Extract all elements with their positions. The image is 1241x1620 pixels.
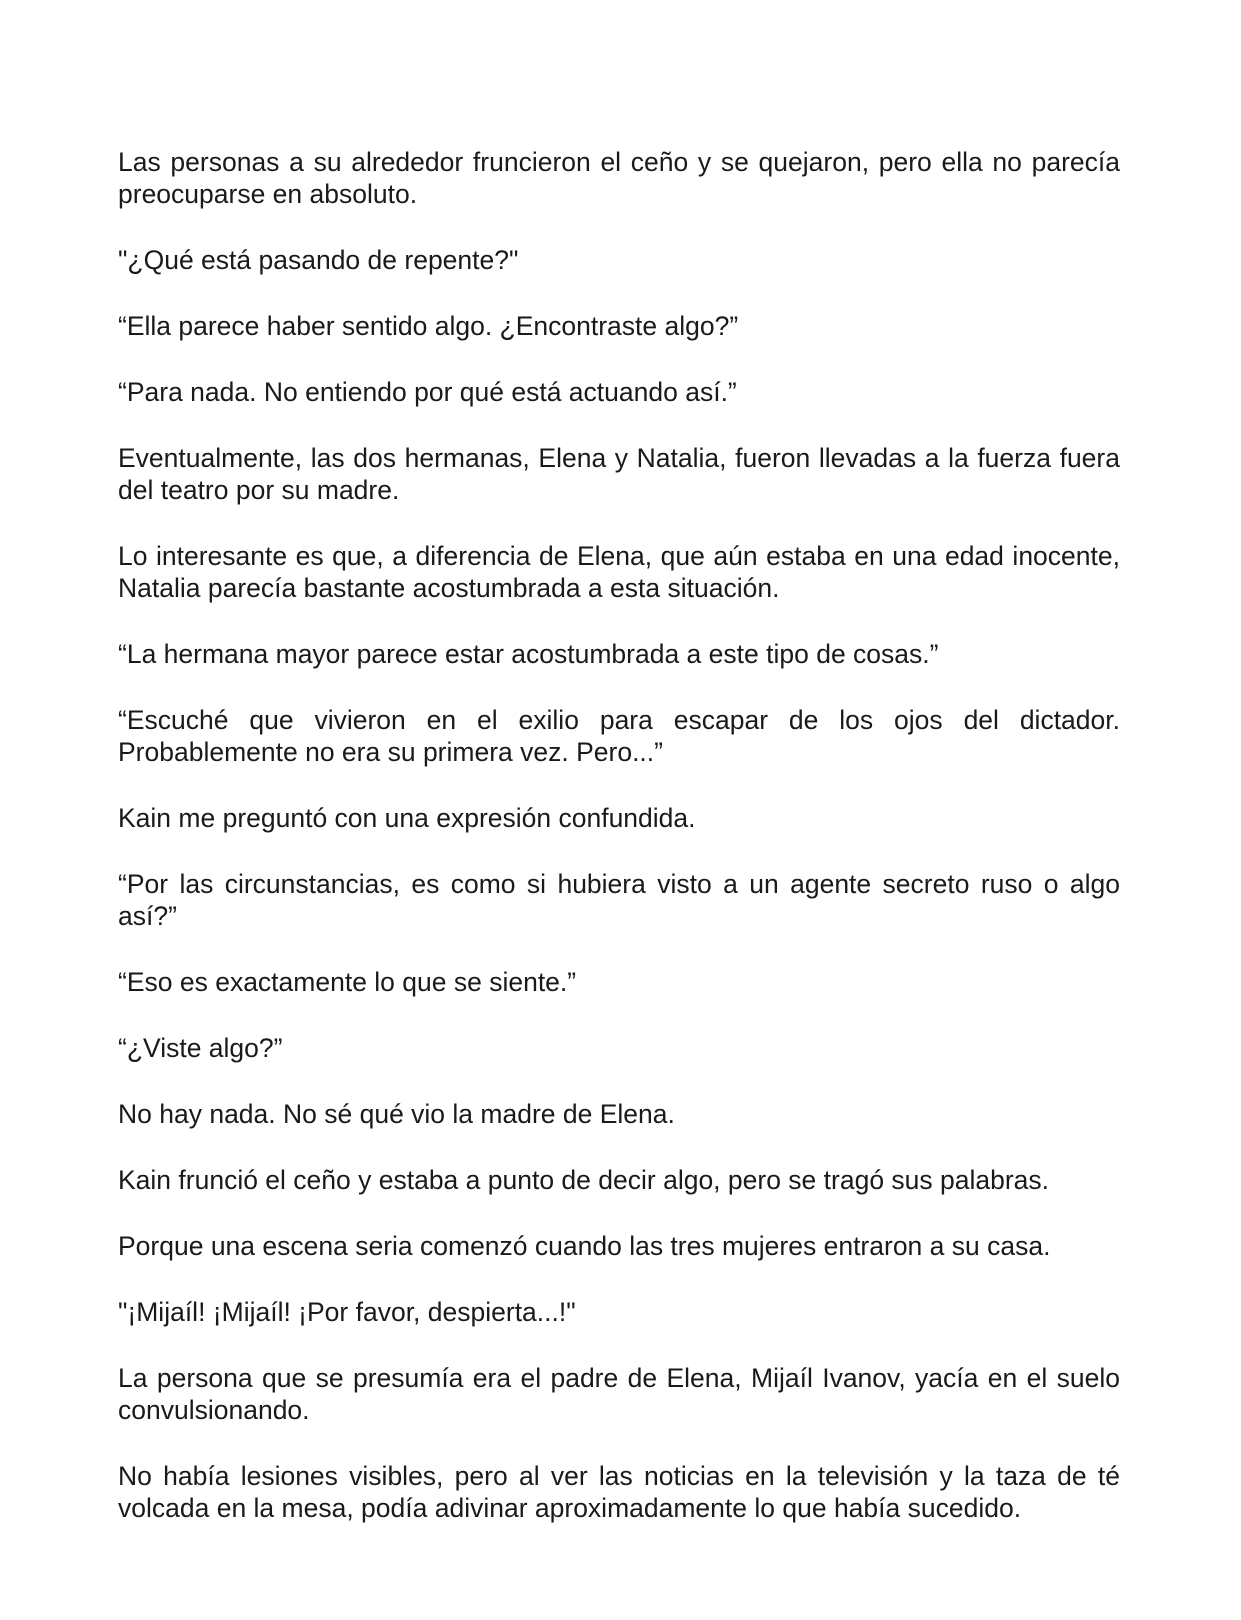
paragraph: Las personas a su alrededor fruncieron el ceño y se quejaron, pero ella no parecía preocuparse en absoluto. [118, 147, 1120, 209]
paragraph: “¿Viste algo?” [118, 1033, 283, 1063]
document-page [118, 146, 1120, 1558]
paragraph: Kain frunció el ceño y estaba a punto de decir algo, pero se tragó sus palabras. [118, 1165, 1050, 1195]
paragraph: La persona que se presumía era el padre de Elena, Mijaíl Ivanov, yacía en el suelo convulsionando. [118, 1363, 1120, 1425]
paragraph: Eventualmente, las dos hermanas, Elena y Natalia, fueron llevadas a la fuerza fuera del teatro por su madre. [118, 443, 1120, 505]
paragraph: No hay nada. No sé qué vio la madre de Elena. [118, 1099, 675, 1129]
paragraph: “Ella parece haber sentido algo. ¿Encontraste algo?” [118, 311, 739, 341]
paragraph: Lo interesante es que, a diferencia de Elena, que aún estaba en una edad inocente, Natalia parecía bastante acostumbrada a esta situación. [118, 541, 1120, 603]
paragraph: “Escuché que vivieron en el exilio para escapar de los ojos del dictador. Probablemente no era su primera vez. Pero...” [118, 705, 1120, 767]
paragraph: "¿Qué está pasando de repente?" [118, 245, 519, 275]
paragraph: Porque una escena seria comenzó cuando las tres mujeres entraron a su casa. [118, 1231, 1051, 1261]
paragraph: Kain me preguntó con una expresión confundida. [118, 803, 696, 833]
paragraph: “Por las circunstancias, es como si hubiera visto a un agente secreto ruso o algo así?” [118, 869, 1120, 931]
paragraph: “Para nada. No entiendo por qué está actuando así.” [118, 377, 737, 407]
paragraph: “Eso es exactamente lo que se siente.” [118, 967, 577, 997]
paragraph: “La hermana mayor parece estar acostumbrada a este tipo de cosas.” [118, 639, 939, 669]
paragraph: "¡Mijaíl! ¡Mijaíl! ¡Por favor, despierta...!" [118, 1297, 576, 1327]
paragraph: No había lesiones visibles, pero al ver las noticias en la televisión y la taza de té volcada en la mesa, podía adivinar aproximadamente lo que había sucedido. [118, 1461, 1120, 1523]
